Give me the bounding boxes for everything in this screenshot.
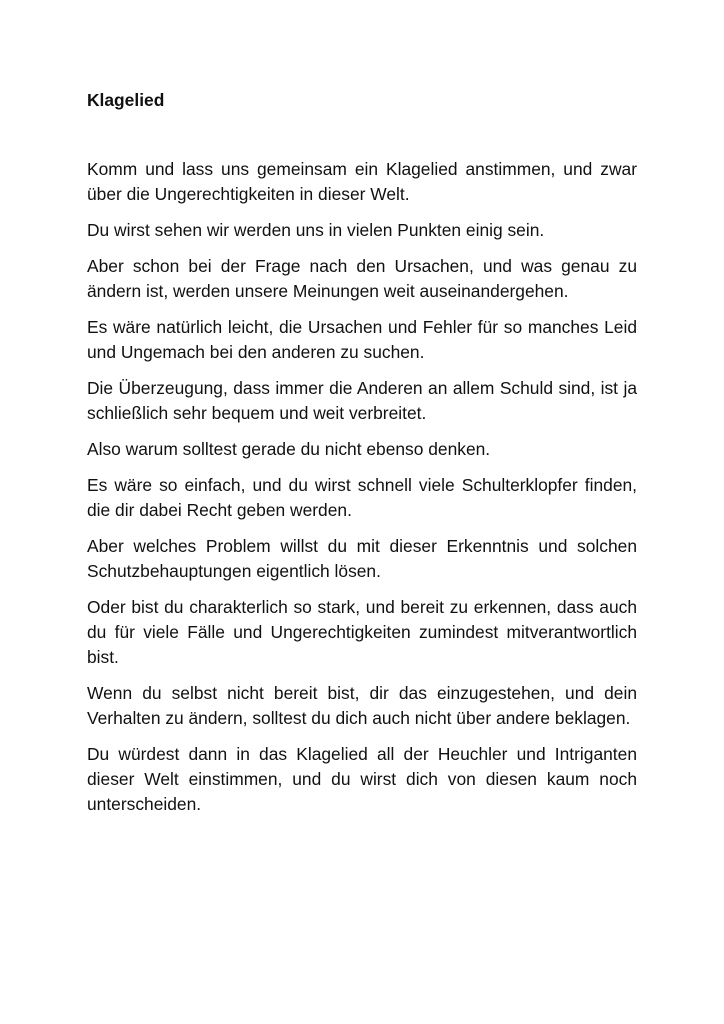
paragraph-4: Es wäre natürlich leicht, die Ursachen und Fehler für so manches Leid und Ungemach bei den anderen zu suchen. xyxy=(87,317,637,362)
paragraph-7: Es wäre so einfach, und du wirst schnell viele Schulterklopfer finden, die dir dabei Recht geben werden. xyxy=(87,475,637,520)
document-title: Klagelied xyxy=(87,90,165,110)
paragraph-6: Also warum solltest gerade du nicht ebenso denken. xyxy=(87,439,491,459)
paragraph-2: Du wirst sehen wir werden uns in vielen Punkten einig sein. xyxy=(87,220,545,240)
document-content xyxy=(87,88,637,828)
paragraph-9: Oder bist du charakterlich so stark, und bereit zu erkennen, dass auch du für viele Fälle und Ungerechtigkeiten zumindest mitverantwortlich bist. xyxy=(87,597,637,667)
paragraph-1: Komm und lass uns gemeinsam ein Klagelied anstimmen, und zwar über die Ungerechtigkeiten in dieser Welt. xyxy=(87,159,637,204)
paragraph-3: Aber schon bei der Frage nach den Ursachen, und was genau zu ändern ist, werden unsere Meinungen weit auseinandergehen. xyxy=(87,256,637,301)
paragraph-8: Aber welches Problem willst du mit dieser Erkenntnis und solchen Schutzbehauptungen eigentlich lösen. xyxy=(87,536,637,581)
paragraph-10: Wenn du selbst nicht bereit bist, dir das einzugestehen, und dein Verhalten zu ändern, solltest du dich auch nicht über andere beklagen. xyxy=(87,683,637,728)
paragraph-list xyxy=(87,157,637,817)
paragraph-11: Du würdest dann in das Klagelied all der Heuchler und Intriganten dieser Welt einstimmen, und du wirst dich von diesen kaum noch unterscheiden. xyxy=(87,744,637,814)
paragraph-5: Die Überzeugung, dass immer die Anderen an allem Schuld sind, ist ja schließlich sehr bequem und weit verbreitet. xyxy=(87,378,637,423)
